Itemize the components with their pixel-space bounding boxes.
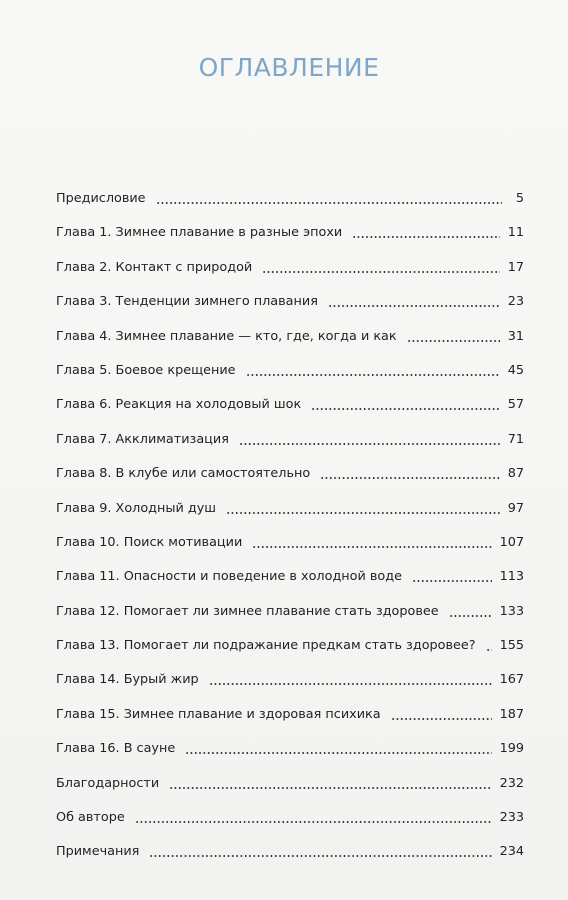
toc-entry <box>56 496 524 530</box>
toc-entry-page-number: 133 <box>499 603 524 619</box>
dot-leader <box>328 289 500 309</box>
toc-entry-page-number: 45 <box>507 362 524 378</box>
toc-entry-page-number: 71 <box>507 431 524 447</box>
toc-entry <box>56 358 524 392</box>
toc-entry-page-number: 11 <box>507 225 524 241</box>
dot-leader <box>320 461 499 481</box>
toc-entry-label: Глава 5. Боевое крещение <box>56 362 236 378</box>
toc-entry <box>56 564 524 598</box>
toc-entry-label: Глава 11. Опасности и поведение в холодной воде <box>56 569 402 585</box>
toc-entry-page-number: 23 <box>507 294 524 310</box>
toc-entry <box>56 736 524 770</box>
toc-entry <box>56 255 524 289</box>
toc-entry <box>56 702 524 736</box>
toc-entry-label: Благодарности <box>56 775 160 791</box>
dot-leader <box>246 358 500 378</box>
toc-entry-label: Глава 1. Зимнее плавание в разные эпохи <box>56 225 343 241</box>
dot-leader <box>156 186 502 206</box>
toc-entry-label: Глава 7. Акклиматизация <box>56 431 229 447</box>
toc-entry-label: Глава 3. Тенденции зимнего плавания <box>56 294 318 310</box>
dot-leader <box>252 530 491 550</box>
toc-entry <box>56 392 524 426</box>
toc-entry-label: Глава 10. Поиск мотивации <box>56 534 243 550</box>
toc-entry <box>56 599 524 633</box>
dot-leader <box>149 839 491 859</box>
dot-leader <box>209 667 492 687</box>
toc-entry-label: Глава 2. Контакт с природой <box>56 259 253 275</box>
toc-entry <box>56 461 524 495</box>
toc-entry-page-number: 199 <box>499 741 524 757</box>
toc-entry-page-number: 31 <box>507 328 524 344</box>
dot-leader <box>311 392 500 412</box>
toc-entry-label: Глава 16. В сауне <box>56 741 176 757</box>
dot-leader <box>352 220 499 240</box>
page-title: ОГЛАВЛЕНИЕ <box>198 52 380 82</box>
dot-leader <box>135 805 492 825</box>
toc-entry-page-number: 113 <box>499 569 524 585</box>
toc-entry <box>56 530 524 564</box>
toc-entry-label: Глава 9. Холодный душ <box>56 500 216 516</box>
toc-entry-page-number: 5 <box>515 191 524 206</box>
toc-entry-label: Глава 13. Помогает ли подражание предкам стать здоровее? <box>56 638 476 654</box>
toc-entry-page-number: 107 <box>499 534 524 550</box>
toc-entry <box>56 771 524 805</box>
toc-entry-label: Об авторе <box>56 810 125 826</box>
toc-entry-label: Глава 12. Помогает ли зимнее плавание стать здоровее <box>56 603 439 619</box>
dot-leader <box>412 564 492 584</box>
toc-entry <box>56 220 524 254</box>
toc-entry <box>56 289 524 323</box>
toc-entry <box>56 186 524 220</box>
toc-entry-page-number: 234 <box>499 844 524 860</box>
dot-leader <box>239 427 500 447</box>
dot-leader <box>262 255 499 275</box>
toc-entry-label: Глава 14. Бурый жир <box>56 672 199 688</box>
toc-entry <box>56 667 524 701</box>
dot-leader <box>391 702 492 722</box>
dot-leader <box>486 633 492 653</box>
toc-entry-page-number: 233 <box>499 810 524 826</box>
toc-entry-page-number: 97 <box>507 500 524 516</box>
toc-entry-page-number: 167 <box>499 672 524 688</box>
dot-leader <box>449 599 492 619</box>
toc-entry-label: Глава 15. Зимнее плавание и здоровая психика <box>56 706 381 722</box>
toc-entry-label: Глава 4. Зимнее плавание — кто, где, когда и как <box>56 328 397 344</box>
toc-entry <box>56 633 524 667</box>
toc-entry-page-number: 87 <box>507 466 524 482</box>
toc-entry-label: Примечания <box>56 844 140 860</box>
dot-leader <box>185 736 491 756</box>
toc-entry-page-number: 57 <box>507 397 524 413</box>
toc-entry-page-number: 232 <box>499 775 524 791</box>
toc-entry <box>56 427 524 461</box>
toc-entry-page-number: 187 <box>499 706 524 722</box>
toc-entry <box>56 324 524 358</box>
table-of-contents <box>56 186 524 874</box>
toc-entry <box>56 805 524 839</box>
toc-entry-page-number: 17 <box>507 259 524 275</box>
toc-entry-label: Предисловие <box>56 191 146 206</box>
toc-entry-page-number: 155 <box>499 638 524 654</box>
dot-leader <box>226 496 500 516</box>
dot-leader <box>407 324 500 344</box>
dot-leader <box>169 771 491 791</box>
toc-entry-label: Глава 8. В клубе или самостоятельно <box>56 466 311 482</box>
toc-entry <box>56 839 524 873</box>
toc-entry-label: Глава 6. Реакция на холодовый шок <box>56 397 302 413</box>
